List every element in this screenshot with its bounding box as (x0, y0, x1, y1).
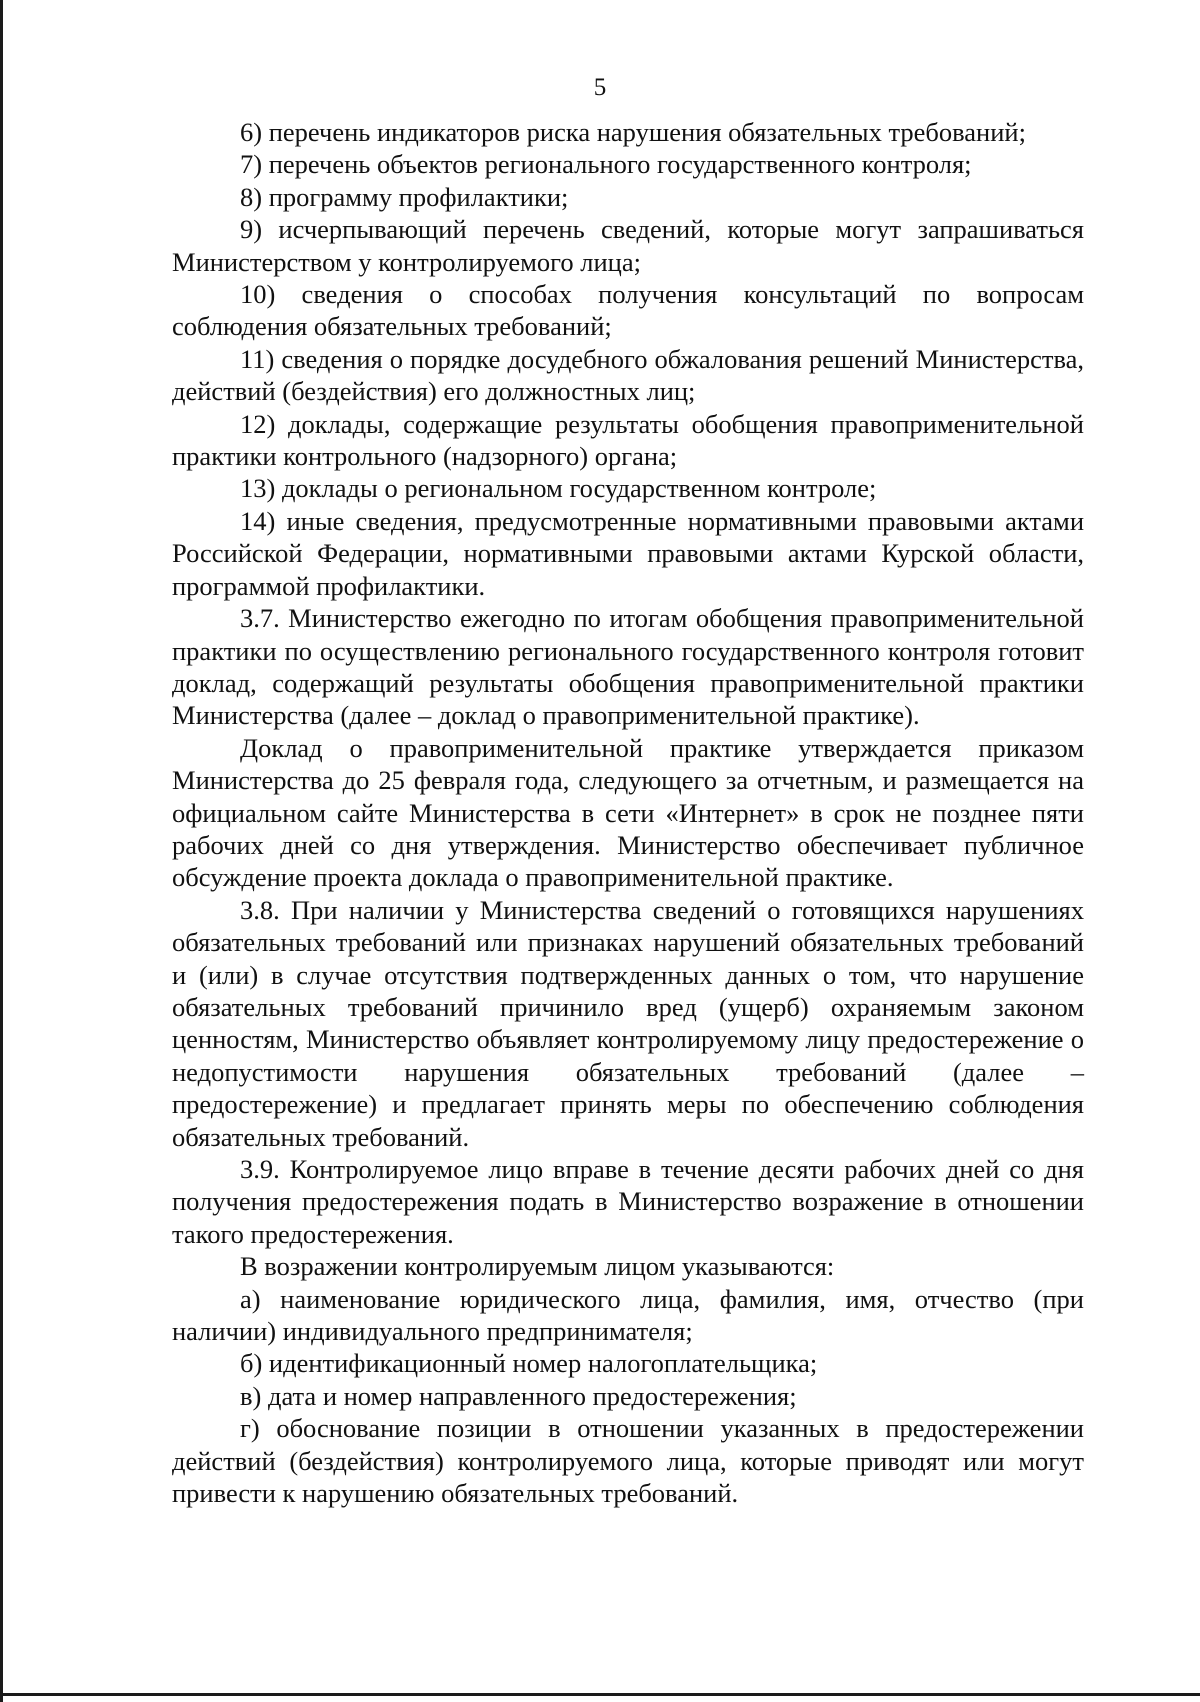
paragraph-objection-v: в) дата и номер направленного предостережения; (240, 1380, 797, 1411)
paragraph-item-14: 14) иные сведения, предусмотренные нормативными правовыми актами Российской Федерации, нормативными правовыми актами Курской области, программой профилактики. (172, 505, 1084, 601)
paragraph-item-11: 11) сведения о порядке досудебного обжалования решений Министерства, действий (бездействия) его должностных лиц; (172, 343, 1084, 407)
paragraph-item-12: 12) доклады, содержащие результаты обобщения правоприменительной практики контрольного (надзорного) органа; (172, 408, 1084, 472)
paragraph-item-10: 10) сведения о способах получения консультаций по вопросам соблюдения обязательных требований; (172, 279, 1084, 342)
paragraph-objection-b: б) идентификационный номер налогоплательщика; (240, 1348, 818, 1379)
scan-border-left (0, 0, 3, 1702)
document-body (172, 116, 1084, 1509)
paragraph-item-8: 8) программу профилактики; (240, 181, 569, 212)
paragraph-section-3-7: 3.7. Министерство ежегодно по итогам обобщения правоприменительной практики по осуществлению регионального государственного контроля готовит доклад, содержащий результаты обобщения правоприменительной практики Министерства (далее – доклад о правоприменительной практике). (172, 603, 1084, 731)
paragraph-section-3-8: 3.8. При наличии у Министерства сведений о готовящихся нарушениях обязательных требований или признаках нарушений обязательных требований и (или) в случае отсутствия подтвержденных данных о том, что нарушение обязательных требований причинило вред (ущерб) охраняемым законом ценностям, Министерство объявляет контролируемому лицу предостережение о недопустимости нарушения обязательных требований (далее – предостережение) и предлагает принять меры по обеспечению соблюдения обязательных требований. (172, 894, 1084, 1152)
paragraph-item-6: 6) перечень индикаторов риска нарушения обязательных требований; (240, 117, 1026, 147)
paragraph-objection-g: г) обоснование позиции в отношении указанных в предостережении действий (бездействия) контролируемого лица, которые приводят или могут привести к нарушению обязательных требований. (172, 1413, 1084, 1509)
paragraph-item-13: 13) доклады о региональном государственном контроле; (240, 473, 877, 504)
paragraph-item-7: 7) перечень объектов регионального государственного контроля; (240, 149, 972, 180)
scan-border-bottom (0, 1693, 1200, 1696)
paragraph-objection-a: а) наименование юридического лица, фамилия, имя, отчество (при наличии) индивидуального предпринимателя; (172, 1283, 1084, 1347)
paragraph-section-3-9: 3.9. Контролируемое лицо вправе в течение десяти рабочих дней со дня получения предостережения подать в Министерство возражение в отношении такого предостережения. (172, 1154, 1084, 1249)
paragraph-objection-intro: В возражении контролируемым лицом указываются: (240, 1251, 835, 1282)
paragraph-item-9: 9) исчерпывающий перечень сведений, которые могут запрашиваться Министерством у контролируемого лица; (172, 214, 1084, 277)
page-number: 5 (593, 74, 607, 101)
paragraph-report-approval: Доклад о правоприменительной практике утверждается приказом Министерства до 25 февраля года, следующего за отчетным, и размещается на официальном сайте Министерства в сети «Интернет» в срок не позднее пяти рабочих дней со дня утверждения. Министерство обеспечивает публичное обсуждение проекта доклада о правоприменительной практике. (172, 732, 1084, 893)
